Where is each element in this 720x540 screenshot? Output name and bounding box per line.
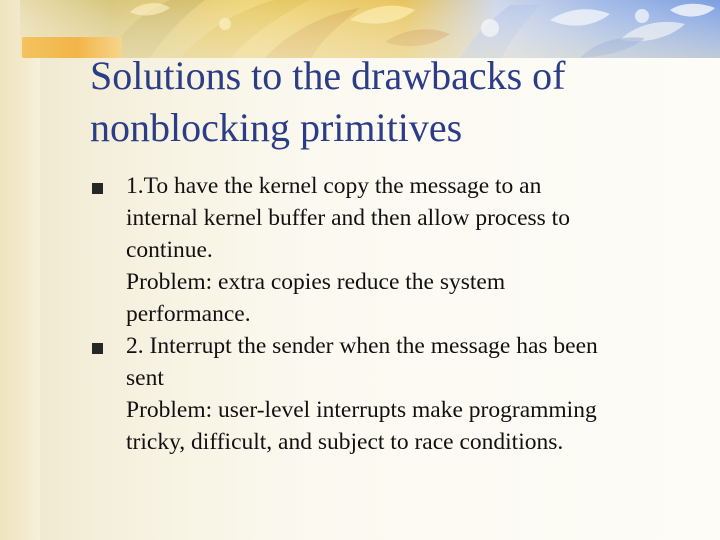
left-margin-strip [0, 0, 40, 540]
bullet-text-line: performance. [126, 301, 251, 327]
bullet-text-line: continue. [126, 237, 213, 263]
bullet-text-line: sent [126, 365, 164, 391]
slide-title-line: nonblocking primitives [90, 105, 463, 150]
bullet-text-line: tricky, difficult, and subject to race conditions. [126, 429, 564, 455]
slide-title [90, 50, 690, 154]
bullet-text-line: 1.To have the kernel copy the message to an [126, 173, 542, 199]
bullet-text-line: Problem: user-level interrupts make programming [126, 397, 597, 423]
bullet-item-kernel-buffer [90, 170, 700, 330]
bullet-list [90, 170, 700, 458]
square-bullet-icon [92, 183, 103, 194]
bullet-text-line: Problem: extra copies reduce the system [126, 269, 506, 295]
slide-title-line: Solutions to the drawbacks of [90, 53, 566, 98]
bullet-text-line: internal kernel buffer and then allow process to [126, 205, 570, 231]
square-bullet-icon [92, 343, 103, 354]
bullet-item-interrupt-sender [90, 330, 700, 458]
bullet-text-line: 2. Interrupt the sender when the message has been [126, 333, 598, 359]
